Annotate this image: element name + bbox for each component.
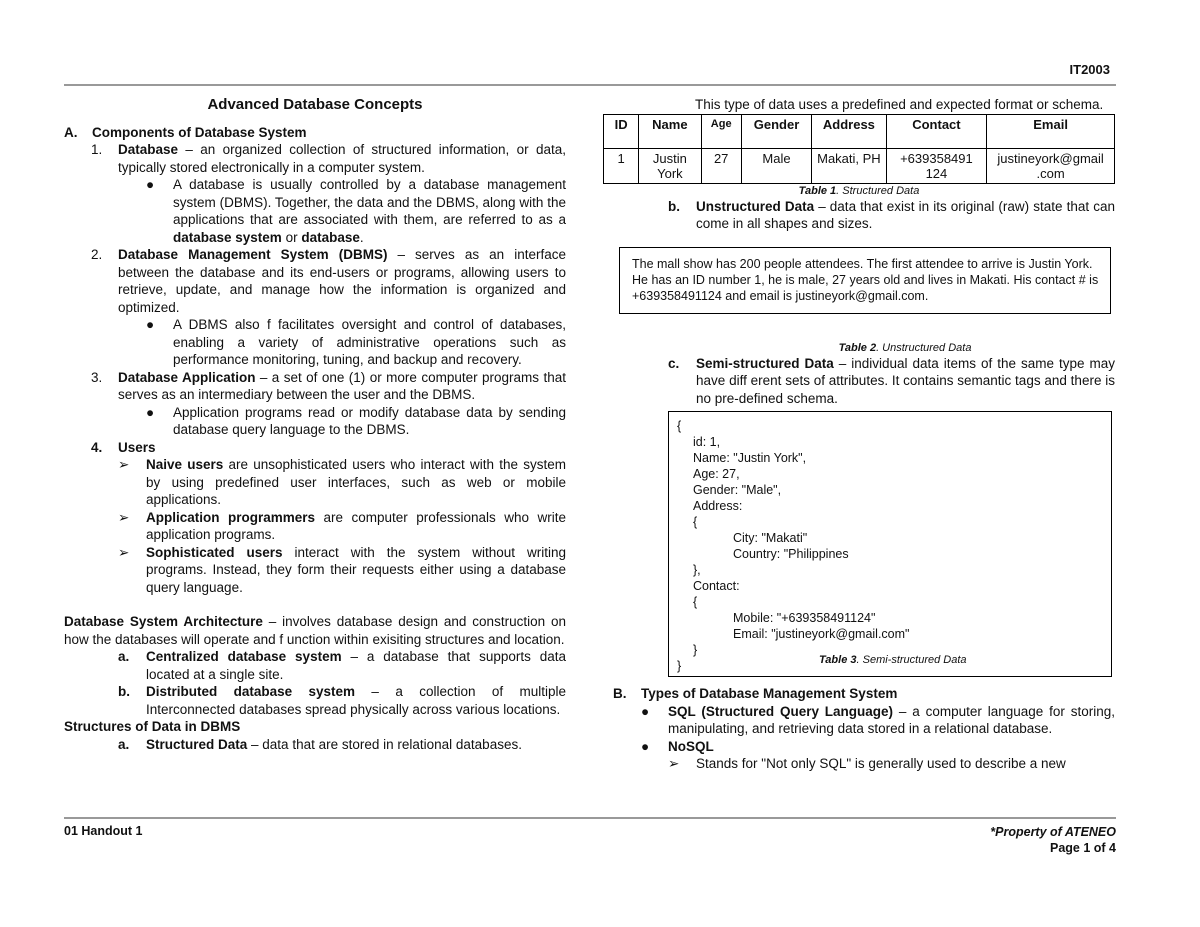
list-number: 1. bbox=[91, 142, 103, 157]
text: . bbox=[359, 229, 364, 245]
semi-structured-example-box bbox=[668, 411, 1112, 677]
definition: are unsophisticated users who interact with the system by using predefined user interfaces, such as web or mobile applications. bbox=[146, 457, 566, 507]
unstructured-data-item bbox=[668, 198, 1115, 233]
list-number: 2. bbox=[91, 247, 103, 262]
table-cell: justineyork@gmail .com bbox=[987, 148, 1115, 183]
section-marker: B. bbox=[613, 686, 627, 701]
definition: – a computer language for storing, manipulating, and retrieving data stored in a relational database. bbox=[668, 703, 1115, 736]
bullet-icon: ● bbox=[146, 317, 155, 332]
code-line: Name: "Justin York", bbox=[693, 451, 807, 465]
term: SQL (Structured Query Language) bbox=[668, 703, 894, 719]
list-letter: b. bbox=[668, 198, 680, 214]
example-text: The mall show has 200 people attendees. The first attendee to arrive is Justin York. He has an ID number 1, he is male, 27 years old and lives in Makati. His contact # is +639358491124 and email is justineyork@gmail.com. bbox=[632, 256, 1099, 303]
term: Database Application bbox=[118, 369, 256, 385]
term: database bbox=[301, 229, 360, 245]
user-type-item bbox=[118, 544, 566, 597]
handout-label: 01 Handout 1 bbox=[64, 824, 143, 838]
table-1-caption bbox=[603, 184, 1115, 198]
structured-intro: This type of data uses a predefined and expected format or schema. bbox=[695, 97, 1104, 112]
table-cell: Male bbox=[741, 148, 811, 183]
arrow-bullet-icon: ➢ bbox=[668, 756, 680, 771]
table-row bbox=[604, 148, 1115, 183]
term: Users bbox=[118, 439, 156, 455]
table-cell: Justin York bbox=[639, 148, 701, 183]
user-type-item bbox=[118, 456, 566, 509]
definition: – a database that supports data located at a single site. bbox=[146, 649, 566, 682]
code-line: { bbox=[693, 595, 698, 609]
term: Semi-structured Data bbox=[696, 355, 834, 371]
table-2-caption bbox=[603, 341, 1115, 355]
list-number: 3. bbox=[91, 369, 103, 385]
structured-data-table bbox=[603, 114, 1115, 184]
list-letter: c. bbox=[668, 355, 680, 371]
code-line: Address: bbox=[693, 499, 743, 513]
document-title: Advanced Database Concepts bbox=[207, 96, 423, 113]
page-number: Page 1 of 4 bbox=[1050, 841, 1116, 855]
left-column bbox=[64, 96, 566, 753]
caption-text: . Semi-structured Data bbox=[856, 654, 967, 666]
definition: – a set of one (1) or more computer programs that serves as an intermediary between the user and the DBMS. bbox=[118, 369, 566, 402]
list-letter: a. bbox=[118, 736, 130, 752]
term: Application programmers bbox=[146, 509, 316, 525]
term: Distributed database system bbox=[146, 684, 356, 699]
table-cell: Makati, PH bbox=[812, 148, 886, 183]
arrow-bullet-icon: ➢ bbox=[118, 509, 130, 525]
definition: – serves as an interface between the database and its end-users or programs, allowing users to retrieve, update, and manage how the information is organized and optimized. bbox=[118, 247, 566, 315]
unstructured-example-box bbox=[619, 247, 1111, 314]
footer-right bbox=[990, 824, 1116, 856]
bullet-text: A DBMS also f facilitates oversight and control of databases, enabling a variety of administrative operations such as performance monitoring, tuning, and backup and recovery. bbox=[173, 317, 566, 367]
table-header: Name bbox=[639, 114, 701, 148]
code-line: } bbox=[693, 643, 698, 657]
list-item-dbms bbox=[91, 246, 566, 316]
definition: interact with the system without writing programs. Instead, they form their requests either using a database query language. bbox=[146, 544, 566, 595]
term: database system bbox=[173, 229, 282, 245]
property-notice: *Property of ATENEO bbox=[990, 825, 1116, 839]
code-line: id: 1, bbox=[693, 435, 721, 449]
bullet-text: Application programs read or modify database data by sending database query language to the DBMS. bbox=[173, 404, 566, 437]
text: or bbox=[281, 229, 302, 245]
list-item-users bbox=[91, 439, 566, 457]
code-line: } bbox=[677, 659, 682, 673]
sql-item bbox=[641, 703, 1115, 738]
text: A database is usually controlled by a database management system (DBMS). Together, the data and the DBMS, along with the applications that are associated with them, are referred to as a bbox=[173, 177, 566, 227]
term: NoSQL bbox=[668, 738, 714, 754]
section-b-heading bbox=[613, 685, 1115, 703]
term: Database Management System (DBMS) bbox=[118, 247, 388, 262]
course-code: IT2003 bbox=[1069, 62, 1110, 77]
term: Unstructured Data bbox=[696, 198, 815, 214]
code-line: Contact: bbox=[693, 579, 740, 593]
definition: – individual data items of the same type may have diff erent sets of attributes. It contains semantic tags and there is no pre-defined schema. bbox=[696, 355, 1116, 406]
section-marker: A. bbox=[64, 124, 78, 140]
code-line: Email: "justineyork@gmail.com" bbox=[733, 627, 910, 641]
code-line: }, bbox=[693, 563, 701, 577]
code-line: Age: 27, bbox=[693, 467, 740, 481]
table-header: ID bbox=[604, 114, 639, 148]
code-line: City: "Makati" bbox=[733, 531, 808, 545]
header-rule bbox=[64, 84, 1116, 86]
term: Naive users bbox=[146, 457, 224, 472]
code-line: { bbox=[677, 419, 682, 433]
list-item-database bbox=[91, 141, 566, 176]
table-header: Age bbox=[701, 114, 741, 148]
section-title: Components of Database System bbox=[92, 124, 307, 140]
list-letter: a. bbox=[118, 649, 130, 664]
caption-label: Table 3 bbox=[819, 654, 857, 666]
definition: – involves database design and construction on how the databases will operate and f unction within exisiting structures and location. bbox=[64, 614, 566, 647]
architecture-item bbox=[118, 683, 566, 718]
nosql-detail bbox=[668, 755, 1115, 773]
caption-label: Table 2 bbox=[838, 341, 877, 354]
structured-data-item bbox=[118, 736, 566, 754]
section-title: Types of Database Management System bbox=[641, 686, 898, 701]
semi-structured-data-item bbox=[668, 355, 1115, 408]
term: Sophisticated users bbox=[146, 544, 283, 560]
table-header: Contact bbox=[886, 114, 987, 148]
table-header: Gender bbox=[741, 114, 811, 148]
definition: – data that are stored in relational databases. bbox=[247, 736, 522, 752]
definition: are computer professionals who write application programs. bbox=[146, 509, 566, 542]
code-line: { bbox=[693, 515, 698, 529]
term: Structured Data bbox=[146, 736, 248, 752]
table-cell: 27 bbox=[701, 148, 741, 183]
table-cell: +639358491 124 bbox=[886, 148, 987, 183]
caption-label: Table 1 bbox=[798, 184, 837, 197]
term: Centralized database system bbox=[146, 649, 342, 664]
caption-text: . Structured Data bbox=[836, 184, 920, 197]
architecture-paragraph bbox=[64, 613, 566, 648]
table-3-caption bbox=[819, 653, 967, 667]
code-line: Mobile: "+639358491124" bbox=[733, 611, 876, 625]
detail-text: Stands for "Not only SQL" is generally used to describe a new bbox=[696, 756, 1066, 771]
definition: – an organized collection of structured information, or data, typically stored electronically in a computer system. bbox=[118, 142, 566, 175]
footer-rule bbox=[64, 817, 1116, 819]
definition: – data that exist in its original (raw) state that can come in all shapes and sizes. bbox=[696, 198, 1115, 231]
arrow-bullet-icon: ➢ bbox=[118, 544, 130, 560]
architecture-item bbox=[118, 648, 566, 683]
bullet-icon: ● bbox=[641, 738, 650, 754]
list-letter: b. bbox=[118, 684, 130, 699]
term: Database System Architecture bbox=[64, 614, 263, 629]
definition: – a collection of multiple Interconnected databases spread physically across various locations. bbox=[146, 684, 567, 717]
term: Database bbox=[118, 142, 179, 157]
table-header-row bbox=[604, 114, 1115, 148]
code-line: Gender: "Male", bbox=[693, 483, 782, 497]
bullet-item bbox=[146, 404, 566, 439]
code-line: Country: "Philippines bbox=[733, 547, 849, 561]
bullet-icon: ● bbox=[146, 177, 155, 192]
table-header: Email bbox=[987, 114, 1115, 148]
section-a-heading bbox=[64, 124, 566, 142]
caption-text: . Unstructured Data bbox=[876, 341, 972, 354]
arrow-bullet-icon: ➢ bbox=[118, 457, 130, 472]
table-cell: 1 bbox=[604, 148, 639, 183]
bullet-item bbox=[146, 316, 566, 369]
nosql-item bbox=[641, 738, 1115, 756]
structures-heading: Structures of Data in DBMS bbox=[64, 719, 241, 734]
list-item-database-application bbox=[91, 369, 566, 404]
bullet-item bbox=[146, 176, 566, 246]
bullet-icon: ● bbox=[146, 404, 155, 420]
bullet-icon: ● bbox=[641, 703, 650, 719]
user-type-item bbox=[118, 509, 566, 544]
right-column bbox=[603, 96, 1115, 773]
table-header: Address bbox=[812, 114, 886, 148]
list-number: 4. bbox=[91, 439, 103, 455]
